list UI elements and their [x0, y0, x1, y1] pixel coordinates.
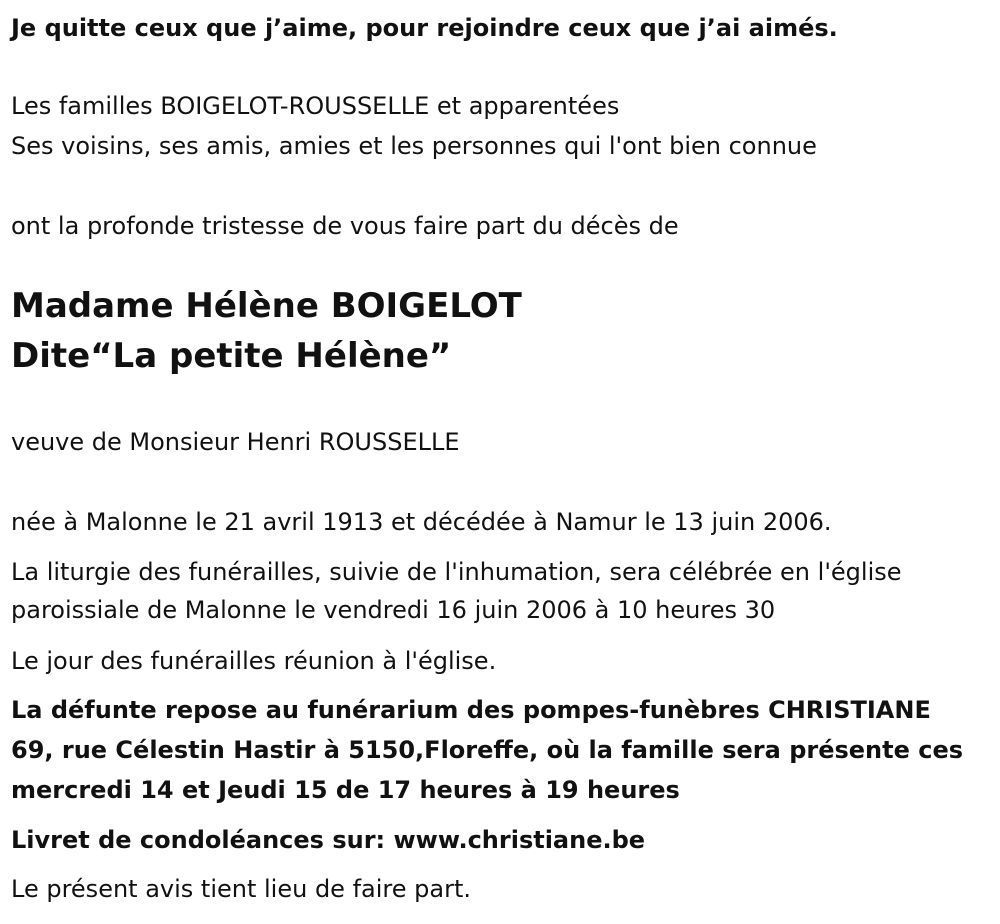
widow-of: veuve de Monsieur Henri ROUSSELLE	[11, 428, 460, 456]
announcement-text: ont la profonde tristesse de vous faire part du décès de	[11, 212, 679, 240]
funerarium-line-2: 69, rue Célestin Hastir à 5150,Floreffe, où la famille sera présente ces	[11, 736, 964, 764]
deceased-nickname: Dite“La petite Hélène”	[11, 336, 452, 376]
deceased-name: Madame Hélène BOIGELOT	[11, 286, 522, 326]
condolences-link-text: Livret de condoléances sur: www.christiane.be	[11, 826, 646, 854]
reunion-text: Le jour des funérailles réunion à l'église.	[11, 647, 497, 675]
liturgy-line-2: paroissiale de Malonne le vendredi 16 juin 2006 à 10 heures 30	[11, 596, 776, 624]
liturgy-line-1: La liturgie des funérailles, suivie de l'inhumation, sera célébrée en l'église	[11, 558, 902, 586]
families-line-2: Ses voisins, ses amis, amies et les personnes qui l'ont bien connue	[11, 132, 817, 160]
opening-quote: Je quitte ceux que j’aime, pour rejoindre ceux que j’ai aimés.	[11, 14, 838, 42]
funerarium-line-1: La défunte repose au funérarium des pompes-funèbres CHRISTIANE	[11, 696, 931, 724]
families-line-1: Les familles BOIGELOT-ROUSSELLE et apparentées	[11, 92, 620, 120]
notice-text: Le présent avis tient lieu de faire part.	[11, 875, 471, 903]
funerarium-line-3: mercredi 14 et Jeudi 15 de 17 heures à 19 heures	[11, 776, 680, 804]
birth-death-dates: née à Malonne le 21 avril 1913 et décédée à Namur le 13 juin 2006.	[11, 508, 832, 536]
